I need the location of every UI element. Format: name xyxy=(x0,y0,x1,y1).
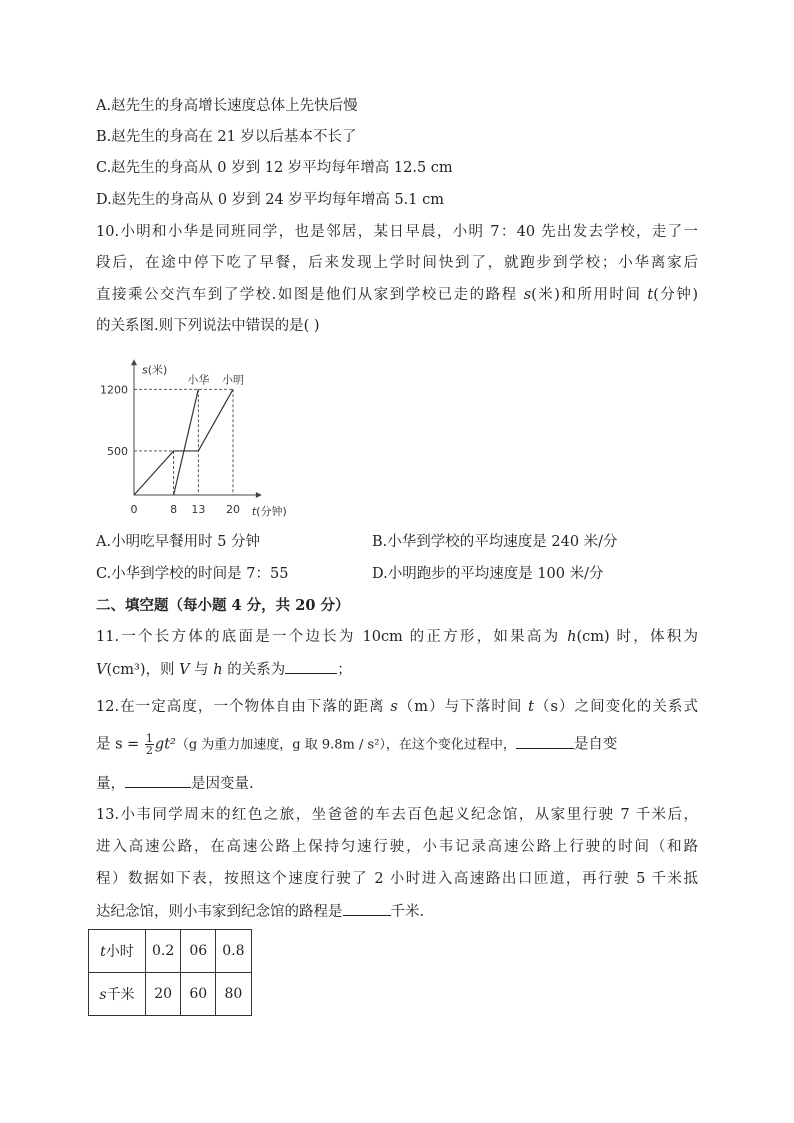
q10-text-line1: 10.小明和小华是同班同学，也是邻居，某日早晨，小明 7：40 先出发去学校，走了一 xyxy=(96,224,698,240)
q9-option-b: B.赵先生的身高在 21 岁以后基本不长了 xyxy=(96,129,357,145)
q11-text-line2: V(cm³)，则 V 与 h 的关系为 ； xyxy=(96,659,352,680)
q12-answer-blank-2[interactable] xyxy=(125,773,191,788)
q10-text-line2: 段后，在途中停下吃了早餐，后来发现上学时间快到了，就跑步到学校；小华离家后 xyxy=(96,255,698,271)
q12-text-line2: 是 s = $\frac{1}{2}$ gt²（g 为重力加速度，g 取 9.8m / s²），在这个变化过程中， 是自变 xyxy=(96,732,618,757)
table-row-header: t小时 xyxy=(89,930,146,973)
q10-option-c: C.小华到学校的时间是 7：55 xyxy=(96,566,289,582)
q10-option-b: B.小华到学校的平均速度是 240 米/分 xyxy=(372,534,618,550)
table-cell: 06 xyxy=(181,930,216,973)
q10-text-line3: 直接乘公交汽车到了学校.如图是他们从家到学校已走的路程 s(米)和所用时间 t(分钟) xyxy=(96,287,698,303)
series-line-xiaohua xyxy=(174,389,199,495)
x-tick-label: 8 xyxy=(170,503,178,516)
table-cell: 80 xyxy=(216,973,251,1016)
speed-data-table xyxy=(88,929,252,1016)
y-axis-label: s(米) xyxy=(142,363,168,377)
table-cell: 0.2 xyxy=(146,930,181,973)
y-tick-label: 1200 xyxy=(100,383,128,397)
series-line-xiaoming xyxy=(134,389,233,495)
table-cell: 0.8 xyxy=(216,930,251,973)
table-cell: 20 xyxy=(146,973,181,1016)
origin-label: 0 xyxy=(130,503,138,516)
q12-answer-blank-1[interactable] xyxy=(516,734,574,749)
q11-answer-blank[interactable] xyxy=(285,659,337,674)
q13-text-line2: 进入高速公路，在高速公路上保持匀速行驶，小韦记录高速公路上行驶的时间（和路 xyxy=(96,839,698,855)
y-axis-arrow xyxy=(131,359,137,365)
q13-answer-blank[interactable] xyxy=(343,901,391,916)
q11-text-line1: 11.一个长方体的底面是一个边长为 10cm 的正方形，如果高为 h(cm) 时，体积为 xyxy=(96,629,698,645)
table-row-header: s千米 xyxy=(89,973,146,1016)
section-title: 二、填空题（每小题 4 分，共 20 分） xyxy=(96,597,350,614)
distance-time-chart xyxy=(100,345,330,525)
q10-option-d: D.小明跑步的平均速度是 100 米/分 xyxy=(372,566,604,582)
q9-option-d: D.赵先生的身高从 0 岁到 24 岁平均每年增高 5.1 cm xyxy=(96,192,444,208)
series-label: 小华 xyxy=(187,373,210,387)
table-cell: 60 xyxy=(181,973,216,1016)
q13-text-line4: 达纪念馆，则小韦家到纪念馆的路程是 千米. xyxy=(96,901,424,922)
q12-text-line3: 量， 是因变量. xyxy=(96,773,254,794)
q9-option-a: A.赵先生的身高增长速度总体上先快后慢 xyxy=(96,98,358,114)
one-half-fraction: $\frac{1}{2}$ xyxy=(145,732,153,757)
x-axis-arrow xyxy=(256,492,262,498)
q13-text-line1: 13.小韦同学周末的红色之旅，坐爸爸的车去百色起义纪念馆，从家里行驶 7 千米后， xyxy=(96,807,698,823)
table-row xyxy=(89,973,252,1016)
q13-text-line3: 程）数据如下表，按照这个速度行驶了 2 小时进入高速路出口匝道，再行驶 5 千米抵 xyxy=(96,871,698,887)
q12-text-line1: 12.在一定高度，一个物体自由下落的距离 s（m）与下落时间 t（s）之间变化的关系式 xyxy=(96,699,698,715)
q10-option-a: A.小明吃早餐用时 5 分钟 xyxy=(96,534,261,550)
table-row xyxy=(89,930,252,973)
x-axis-label: t(分钟) xyxy=(251,505,287,518)
q9-option-c: C.赵先生的身高从 0 岁到 12 岁平均每年增高 12.5 cm xyxy=(96,160,453,176)
q10-text-line4: 的关系图.则下列说法中错误的是( ) xyxy=(96,318,320,334)
x-tick-label: 20 xyxy=(226,503,240,516)
x-tick-label: 13 xyxy=(191,503,206,516)
series-label: 小明 xyxy=(222,373,244,387)
y-tick-label: 500 xyxy=(107,444,128,458)
